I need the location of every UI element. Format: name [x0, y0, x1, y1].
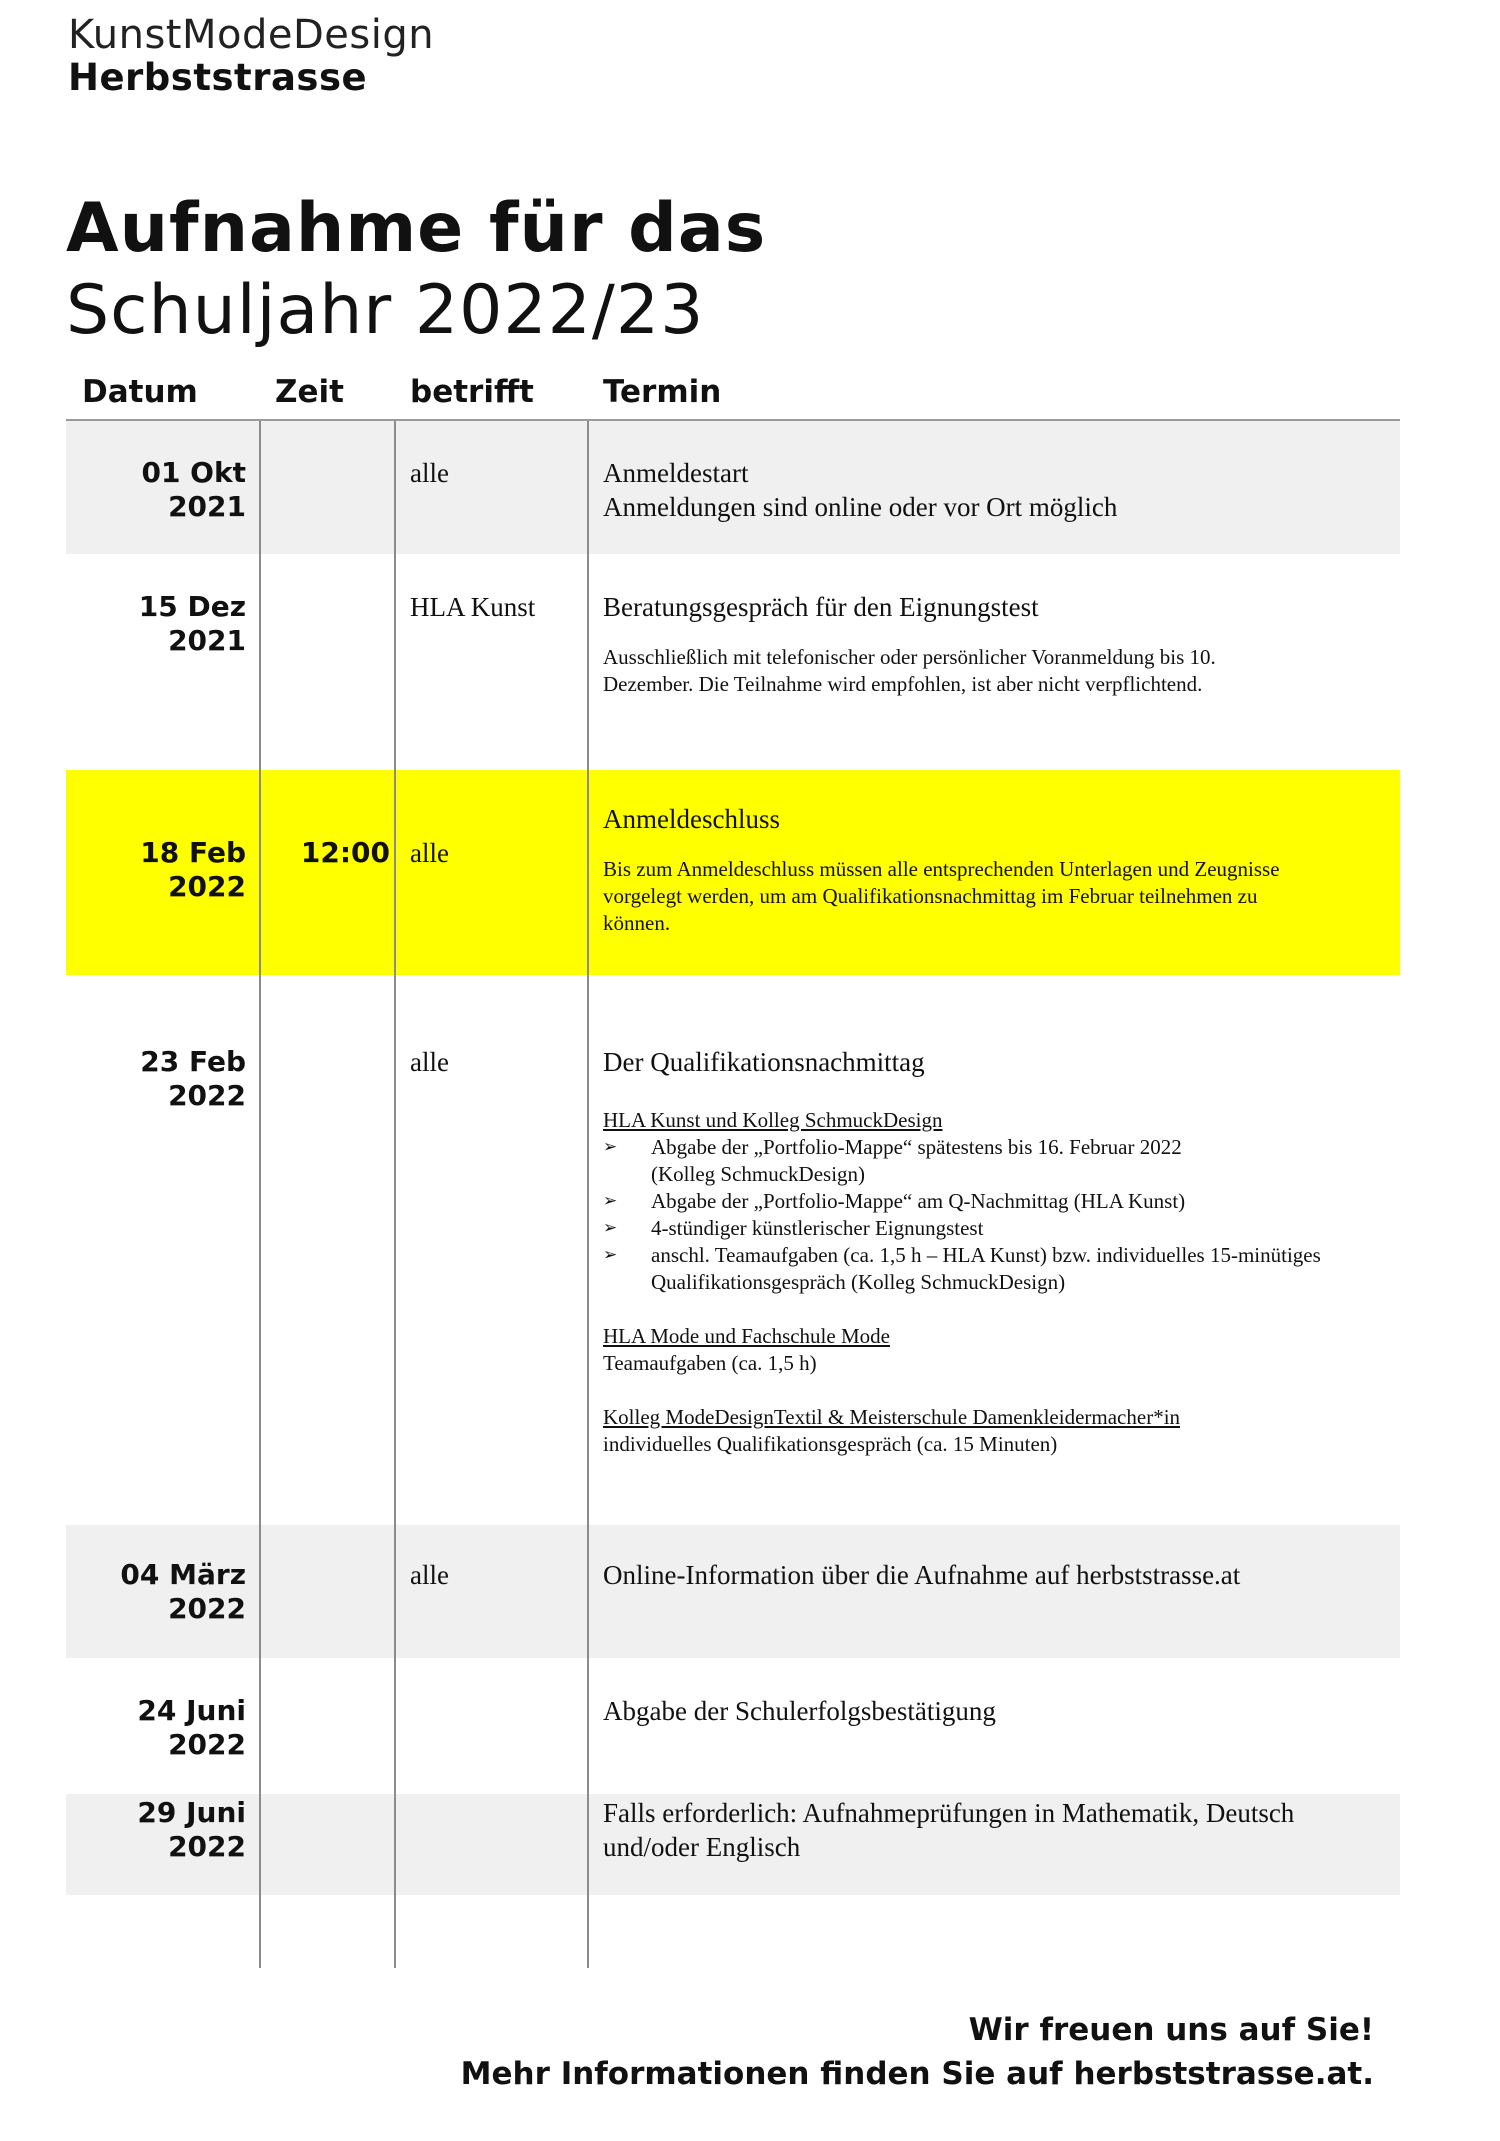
date-year: 2022: [168, 1830, 246, 1863]
column-header-termin: Termin: [603, 374, 722, 410]
bullet-item: ➢ anschl. Teamaufgaben (ca. 1,5 h – HLA Kunst) bzw. individuelles 15-minütiges Qualifikationsgespräch (Kolleg SchmuckDesign): [603, 1243, 1321, 1294]
termin-note: Ausschließlich mit telefonischer oder persönlicher Voranmeldung bis 10.: [603, 645, 1216, 669]
row-termin: [603, 590, 1393, 698]
termin-title: Falls erforderlich: Aufnahmeprüfungen in Mathematik, Deutsch: [603, 1798, 1295, 1828]
column-divider: [587, 421, 589, 1968]
row-date: [66, 836, 246, 904]
date-year: 2022: [168, 870, 246, 903]
schedule-table: [66, 370, 1400, 1968]
date-day-month: 04 März: [120, 1558, 246, 1591]
row-termin: [603, 456, 1393, 524]
row-date: [66, 456, 246, 524]
date-day-month: 24 Juni: [137, 1694, 246, 1727]
date-year: 2021: [168, 490, 246, 523]
footer: [461, 2008, 1374, 2096]
column-divider: [394, 421, 396, 1968]
row-betrifft: HLA Kunst: [410, 592, 536, 622]
date-year: 2022: [168, 1592, 246, 1625]
group-heading: HLA Mode und Fachschule Mode: [603, 1324, 890, 1348]
date-day-month: 01 Okt: [141, 456, 246, 489]
date-day-month: 18 Feb: [140, 836, 246, 869]
termin-title: Abgabe der Schulerfolgsbestätigung: [603, 1696, 996, 1726]
date-day-month: 23 Feb: [140, 1045, 246, 1078]
termin-title: Anmeldeschluss: [603, 804, 780, 834]
row-termin: [603, 1694, 1393, 1728]
date-year: 2022: [168, 1079, 246, 1112]
termin-note: Bis zum Anmeldeschluss müssen alle entsprechenden Unterlagen und Zeugnisse: [603, 857, 1280, 881]
row-betrifft: alle: [410, 458, 449, 488]
row-termin: [603, 1558, 1393, 1592]
bullet-item: ➢ Abgabe der „Portfolio-Mappe“ spätestens bis 16. Februar 2022 (Kolleg SchmuckDesign): [603, 1135, 1182, 1186]
date-day-month: 29 Juni: [137, 1796, 246, 1829]
termin-title: Der Qualifikationsnachmittag: [603, 1047, 925, 1077]
group-text: individuelles Qualifikationsgespräch (ca. 15 Minuten): [603, 1432, 1058, 1456]
page-title-line-2: Schuljahr 2022/23: [66, 271, 705, 350]
arrow-bullet-icon: ➢: [603, 1137, 618, 1157]
bullet-item: ➢ Abgabe der „Portfolio-Mappe“ am Q-Nachmittag (HLA Kunst): [603, 1189, 1186, 1213]
arrow-bullet-icon: ➢: [603, 1218, 618, 1238]
termin-text: und/oder Englisch: [603, 1832, 801, 1862]
termin-note: Dezember. Die Teilnahme wird empfohlen, ist aber nicht verpflichtend.: [603, 672, 1203, 696]
termin-text: Anmeldungen sind online oder vor Ort möglich: [603, 492, 1118, 522]
row-date: [66, 1045, 246, 1113]
date-year: 2021: [168, 624, 246, 657]
row-time: 12:00: [300, 836, 390, 869]
row-termin: [603, 1796, 1393, 1864]
group-heading: HLA Kunst und Kolleg SchmuckDesign: [603, 1108, 943, 1132]
group-heading: Kolleg ModeDesignTextil & Meisterschule Damenkleidermacher*in: [603, 1405, 1181, 1429]
group-text: Teamaufgaben (ca. 1,5 h): [603, 1351, 817, 1375]
termin-title: Online-Information über die Aufnahme auf herbststrasse.at: [603, 1560, 1241, 1590]
column-divider: [259, 421, 261, 1968]
termin-note: können.: [603, 911, 671, 935]
row-betrifft: alle: [410, 1560, 449, 1590]
logo-line-1: KunstModeDesign: [68, 12, 435, 58]
column-header-betrifft: betrifft: [410, 374, 534, 410]
row-date: [66, 1694, 246, 1762]
row-betrifft: alle: [410, 1047, 449, 1077]
header-divider: [66, 419, 1400, 421]
page-title-line-1: Aufnahme für das: [66, 189, 767, 268]
bullet-item: ➢ 4-stündiger künstlerischer Eignungstest: [603, 1216, 984, 1240]
arrow-bullet-icon: ➢: [603, 1245, 618, 1265]
row-termin: [603, 1045, 1393, 1458]
termin-title: Anmeldestart: [603, 458, 749, 488]
date-day-month: 15 Dez: [138, 590, 246, 623]
footer-line-2: Mehr Informationen finden Sie auf herbststrasse.at.: [460, 2056, 1374, 2092]
arrow-bullet-icon: ➢: [603, 1191, 618, 1211]
page-title: [66, 188, 766, 352]
row-date: [66, 1796, 246, 1864]
termin-note: vorgelegt werden, um am Qualifikationsnachmittag im Februar teilnehmen zu: [603, 884, 1258, 908]
date-year: 2022: [168, 1728, 246, 1761]
row-termin: [603, 802, 1393, 937]
logo-line-2: Herbststrasse: [68, 56, 368, 99]
footer-line-1: Wir freuen uns auf Sie!: [968, 2012, 1374, 2048]
row-date: [66, 590, 246, 658]
row-betrifft: alle: [410, 838, 449, 868]
row-date: [66, 1558, 246, 1626]
termin-title: Beratungsgespräch für den Eignungstest: [603, 592, 1039, 622]
column-header-datum: Datum: [82, 374, 198, 410]
logo: [68, 12, 434, 98]
column-header-zeit: Zeit: [275, 374, 344, 410]
